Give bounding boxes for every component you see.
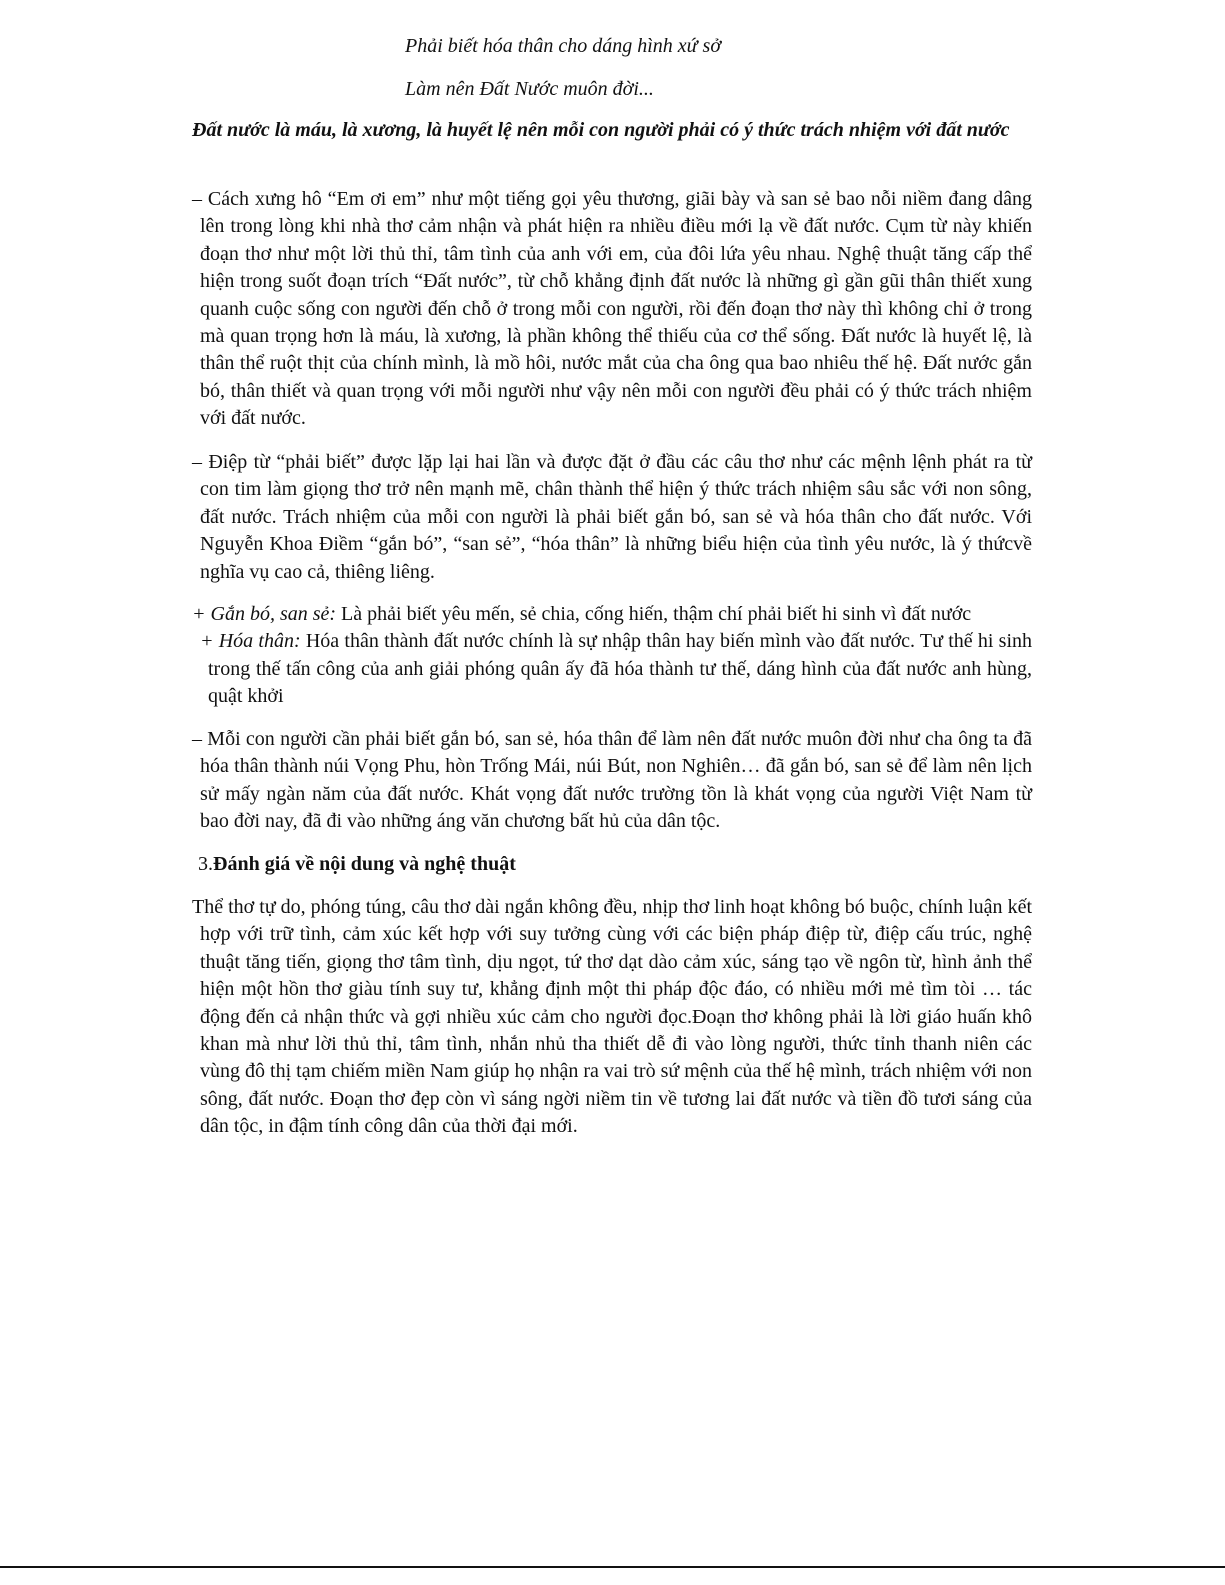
list-item-text: Hóa thân thành đất nước chính là sự nhập thân hay biến mình vào đất nước. Tư thế hi sinh trong thế tấn công của anh giải phóng quân ấy đã hóa thành tư thế, dáng hình của đất nước anh hùng, quật khởi [208,630,1032,708]
section-number: 3. [198,853,213,875]
poem-line-1: Phải biết hóa thân cho dáng hình xứ sở [405,35,721,57]
page-bottom-border [0,1566,1225,1568]
paragraph-address-form: – Cách xưng hô “Em ơi em” như một tiếng gọi yêu thương, giãi bày và san sẻ bao nỗi niềm đang dâng lên trong lòng khi nhà thơ cảm nhận và phát hiện ra nhiều điều mới lạ về đất nước. Cụm từ này khiến đoạn thơ như một lời thủ thỉ, tâm tình của anh với em, của đôi lứa yêu nhau. Nghệ thuật tăng cấp thể hiện trong suốt đoạn trích “Đất nước”, từ chỗ khẳng định đất nước là những gì gần gũi thân thiết xung quanh cuộc sống con người đến chỗ ở trong mỗi con người, rồi đến đoạn thơ này thì không chỉ ở trong mà quan trọng hơn là máu, là xương, là phần không thể thiếu của cơ thể sống. Đất nước là huyết lệ, là thân thể ruột thịt của chính mình, là mồ hôi, nước mắt của cha ông qua bao nhiêu thế hệ. Đất nước gắn bó, thân thiết và quan trọng với mỗi người như vậy nên mỗi con người đều phải có ý thức trách nhiệm với đất nước. [192,188,1032,430]
section-heading [198,850,516,878]
subheading: Đất nước là máu, là xương, là huyết lệ nên mỗi con người phải có ý thức trách nhiệm với đất nước [192,119,1010,141]
list-item-text: Là phải biết yêu mến, sẻ chia, cống hiến, thậm chí phải biết hi sinh vì đất nước [336,603,972,625]
list-item-incarnation [200,628,1032,710]
section-title: Đánh giá về nội dung và nghệ thuật [213,853,516,875]
list-item-attachment [192,601,1032,628]
paragraph-repetition: – Điệp từ “phải biết” được lặp lại hai lần và được đặt ở đầu các câu thơ như các mệnh lệnh phát ra từ con tim làm giọng thơ trở nên mạnh mẽ, chân thành thể hiện ý thức trách nhiệm sâu sắc với non sông, đất nước. Trách nhiệm của mỗi con người là phải biết gắn bó, san sẻ và hóa thân cho đất nước. Với Nguyễn Khoa Điềm “gắn bó”, “san sẻ”, “hóa thân” là những biểu hiện của tình yêu nước, là ý thứcvề nghĩa vụ cao cả, thiêng liêng. [192,451,1032,583]
paragraph-responsibility-list [192,601,1032,711]
list-item-label: + Gắn bó, san sẻ: [192,603,337,625]
paragraph-evaluation: Thể thơ tự do, phóng túng, câu thơ dài ngắn không đều, nhịp thơ linh hoạt không bó buộc, chính luận kết hợp với trữ tình, cảm xúc kết hợp với suy tưởng cùng với các biện pháp điệp từ, điệp cấu trúc, nghệ thuật tăng tiến, giọng thơ tâm tình, dịu ngọt, tứ thơ dạt dào cảm xúc, sáng tạo về ngôn từ, hình ảnh thể hiện một hồn thơ giàu tính suy tư, khẳng định một thi pháp độc đáo, có nhiều mới mẻ tìm tòi … tác động đến cả nhận thức và gợi nhiều xúc cảm cho người đọc.Đoạn thơ không phải là lời giáo huấn khô khan mà như lời thủ thỉ, tâm tình, nhắn nhủ tha thiết dễ đi vào lòng người, thức tỉnh thanh niên các vùng đô thị tạm chiếm miền Nam giúp họ nhận ra vai trò sứ mệnh của thế hệ mình, trách nhiệm với non sông, đất nước. Đoạn thơ đẹp còn vì sáng ngời niềm tin về tương lai đất nước và tiền đồ tươi sáng của dân tộc, in đậm tính công dân của thời đại mới. [192,896,1032,1138]
paragraph-legacy: – Mỗi con người cần phải biết gắn bó, san sẻ, hóa thân để làm nên đất nước muôn đời như cha ông ta đã hóa thân thành núi Vọng Phu, hòn Trống Mái, núi Bút, non Nghiên… đã gắn bó, san sẻ để làm nên lịch sử mấy ngàn năm của đất nước. Khát vọng đất nước trường tồn là khát vọng của người Việt Nam từ bao đời nay, đã đi vào những áng văn chương bất hủ của dân tộc. [192,728,1032,833]
poem-line-2: Làm nên Đất Nước muôn đời... [405,78,654,100]
list-item-label: + Hóa thân: [200,630,301,653]
